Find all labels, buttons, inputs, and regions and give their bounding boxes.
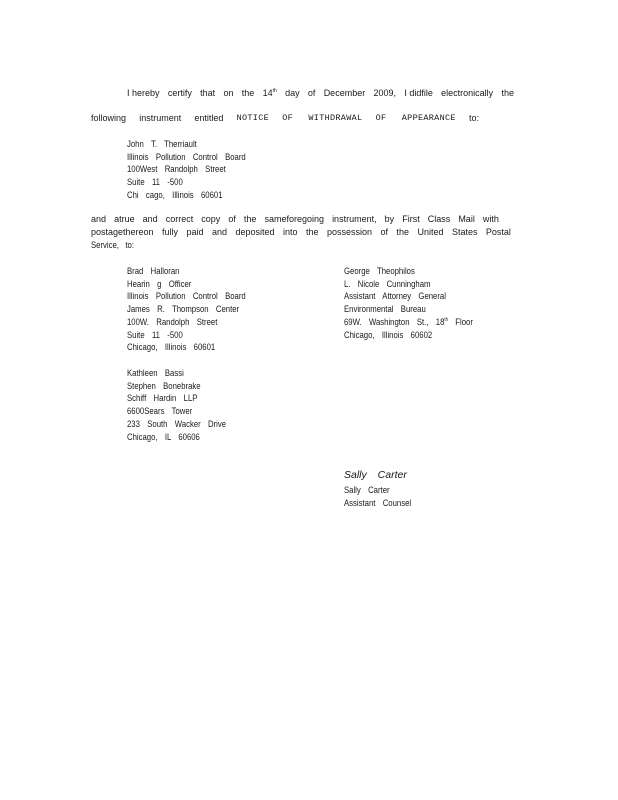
word: the [306,227,319,237]
address-line: Chi cago, Illinois 60601 [127,189,223,200]
word: States [451,227,478,237]
word: deposited [235,227,275,237]
word: day [285,88,300,98]
certification-line-2 [91,113,479,124]
instrument-title: NOTICE [236,113,270,123]
signature-script: Sally Carter [344,469,407,481]
word: electronically [441,88,494,98]
address-line: Chicago, Illinois 60602 [344,329,433,340]
address-line: John T. Therriault [127,139,197,149]
address-line: Chicago, IL 60606 [127,431,200,442]
word: sameforegoing [264,214,325,224]
address-line: Assistant Attorney General [344,291,446,302]
word: fully [162,227,179,237]
word: of [228,214,236,224]
word: I hereby [127,88,160,98]
mail-paragraph-line-1 [91,214,499,225]
instrument-title: OF WITHDRAWAL [282,113,363,123]
address-line: Brad Halloran [127,266,180,276]
word: the [243,214,257,224]
address-line: Hearin g Officer [127,278,192,289]
word: entitled [194,113,224,123]
mail-paragraph-line-3: Service, to: [91,240,135,250]
word: the [241,88,255,98]
word: of [307,88,316,98]
address-line: Stephen Bonebrake [127,380,201,391]
address-line: Suite 11 -500 [127,329,183,340]
word: Postal [485,227,511,237]
ordinal-suffix: th [272,88,277,94]
word: Class [427,214,451,224]
address-line: 69W. Washington St., 18th Floor [344,316,473,327]
word: atrue [114,214,135,224]
word: Mail [458,214,475,224]
address-line: L. Nicole Cunningham [344,278,431,289]
address-line: 100W. Randolph Street [127,316,218,327]
word: and [212,227,228,237]
ordinal-suffix: th [444,316,448,323]
word: I didfile [404,88,433,98]
word: correct [165,214,194,224]
word: postagethereon [91,227,154,237]
word: and [91,214,107,224]
word: First [402,214,420,224]
word: paid [186,227,204,237]
word: 2009, [373,88,397,98]
word: and [142,214,158,224]
address-line: Suite 11 -500 [127,177,183,188]
address-line: 100West Randolph Street [127,164,226,175]
address-line: James R. Thompson Center [127,304,240,315]
word: possession [326,227,373,237]
signer-title: Assistant Counsel [344,497,412,508]
certification-line-1 [127,88,514,99]
word: into [283,227,298,237]
signer-name: Sally Carter [344,485,390,495]
address-line: Kathleen Bassi [127,368,184,378]
address-line: 233 South Wacker Drive [127,418,227,429]
word: December [323,88,366,98]
word: of [380,227,388,237]
word: United [417,227,444,237]
word: certify [167,88,192,98]
address-line: Environmental Bureau [344,304,426,315]
address-line: Illinois Pollution Control Board [127,291,246,302]
word: instrument, [332,214,377,224]
address-line: Chicago, Illinois 60601 [127,342,216,353]
address-line: George Theophilos [344,266,415,276]
word: that [200,88,216,98]
word: on [223,88,234,98]
address-line: Illinois Pollution Control Board [127,151,246,162]
word: instrument [139,113,182,123]
word: to: [468,113,479,123]
word: the [396,227,409,237]
address-line: 6600Sears Tower [127,406,193,417]
word: with [482,214,499,224]
mail-paragraph-line-2 [91,227,511,238]
instrument-title: OF APPEARANCE [375,113,456,123]
day-number: 14th [262,88,277,98]
word: following [91,113,127,123]
word: the [501,88,514,98]
word: copy [201,214,221,224]
address-line: Schiff Hardin LLP [127,393,198,404]
word: by [384,214,395,224]
